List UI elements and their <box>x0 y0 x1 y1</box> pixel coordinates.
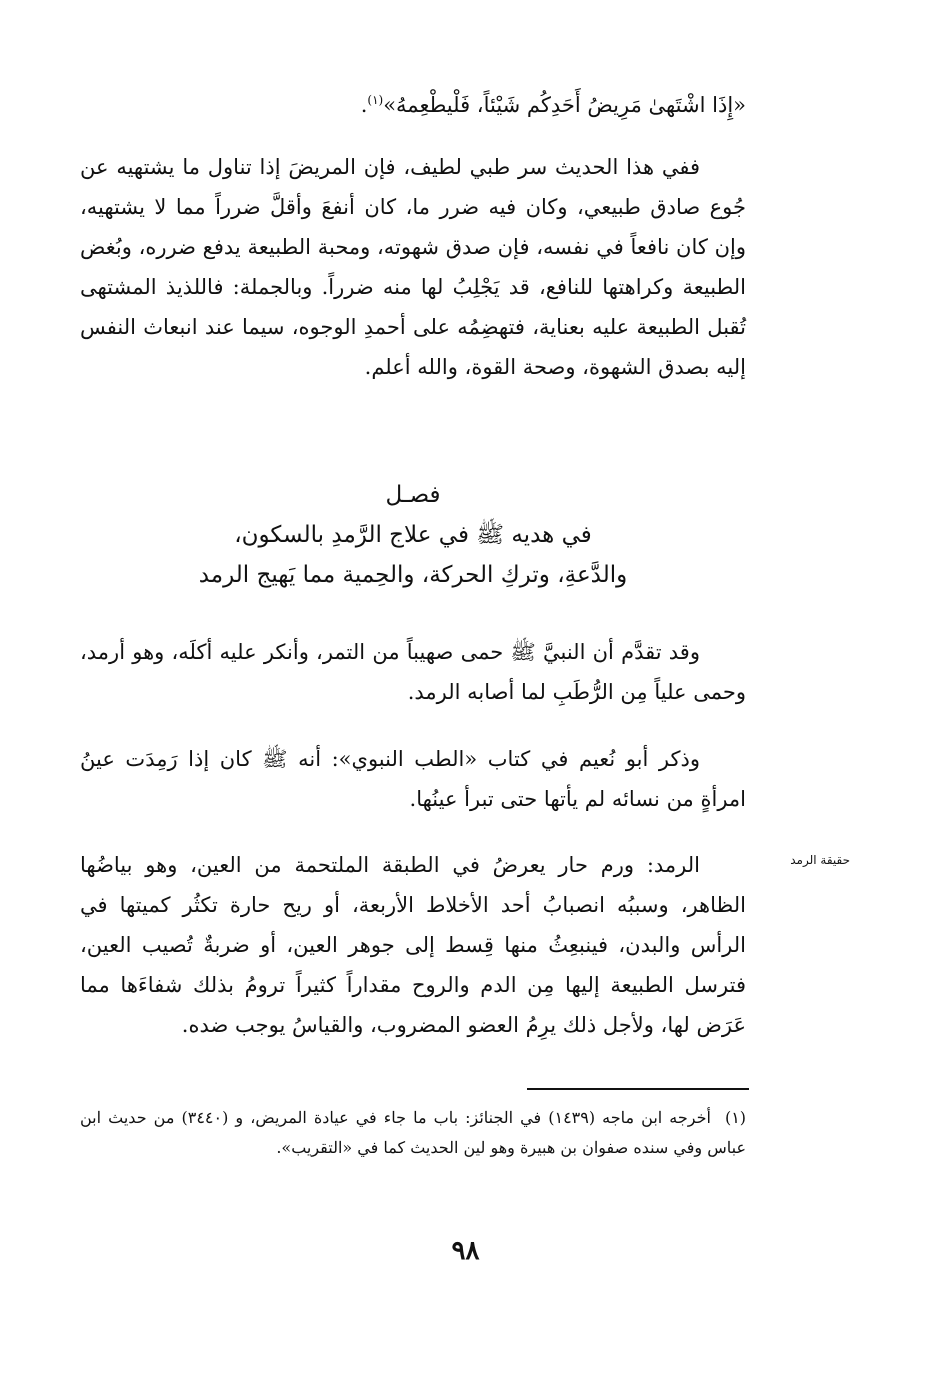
section-subtitle-line1: في هديه ﷺ في علاج الرَّمدِ بالسكون، <box>234 522 592 548</box>
margin-note: حقيقة الرمد <box>790 853 850 867</box>
quote-end: . <box>360 93 368 117</box>
paragraph-medical-wisdom <box>80 147 746 387</box>
paragraph-abu-nuaim <box>80 739 746 819</box>
footnote-number: (١) <box>724 1108 747 1127</box>
footnote <box>80 1103 746 1163</box>
section-subtitle-line2: والدَّعةِ، وتركِ الحركة، والحِمية مما يَهيج الرمد <box>198 562 628 588</box>
paragraph-text: الرمد: ورم حار يعرضُ في الطبقة الملتحمة من العين، وهو بياضُها الظاهر، وسببُه انصبابُ أحد الأخلاط الأربعة، أو ريح حارة تكثُر كميتها في الرأس والبدن، فينبعِثُ منها قِسط إلى جوهر العين، أو ضربةٌ تُصيب العين، فترسل الطبيعة إليها مِن الدم والروح مقداراً كثيراً ترومُ بذلك شفاءَها مما عَرَض لها، ولأجل ذلك يرِمُ العضو المضروب، والقياسُ يوجب ضده. <box>80 853 746 1037</box>
footnote-text: أخرجه ابن ماجه (١٤٣٩) في الجنائز: باب ما جاء في عيادة المريض، و (٣٤٤٠) من حديث ابن عباس وفي سنده صفوان بن هبيرة وهو لين الحديث كما في «التقريب». <box>80 1108 746 1157</box>
paragraph-text: ففي هذا الحديث سر طبي لطيف، فإن المريضَ إذا تناول ما يشتهيه عن جُوع صادق طبيعي، وكان فيه ضرر ما، كان أنفعَ وأقلَّ ضرراً مما لا يشتهيه، وإن كان نافعاً في نفسه، فإن صدق شهوته، ومحبة الطبيعة يدفع ضرره، وبُغض الطبيعة وكراهتها للنافع، قد يَجْلِبُ لها منه ضرراً. وبالجملة: فاللذيذ المشتهى تُقبل الطبيعة عليه بعناية، فتهضِمُه على أحمدِ الوجوه، سيما عند انبعاث النفس إليه بصدق الشهوة، وصحة القوة، والله أعلم. <box>80 155 746 379</box>
page-number: ٩٨ <box>451 1236 480 1266</box>
paragraph-suhaib <box>80 632 746 712</box>
paragraph-ramad-definition <box>80 845 746 1045</box>
section-heading <box>80 475 746 595</box>
footnote-divider <box>527 1088 749 1090</box>
footnote-reference[interactable]: (١) <box>367 93 384 107</box>
paragraph-text: وذكر أبو نُعيم في كتاب «الطب النبوي»: أنه ﷺ كان إذا رَمِدَت عينُ امرأةٍ من نسائه لم يأتها حتى تبرأ عينُها. <box>80 747 746 811</box>
section-title: فصـل <box>385 482 441 508</box>
hadith-quote: «إِذَا اشْتَهىٰ مَرِيضُ أَحَدِكُم شَيْئاً، فَلْيطْعِمهُ» <box>383 93 746 117</box>
paragraph-text: وقد تقدَّم أن النبيَّ ﷺ حمى صهيباً من التمر، وأنكر عليه أكلَه، وهو أرمد، وحمى علياً مِن الرُّطَبِ لما أصابه الرمد. <box>80 640 746 704</box>
hadith-quote-line <box>80 80 746 125</box>
